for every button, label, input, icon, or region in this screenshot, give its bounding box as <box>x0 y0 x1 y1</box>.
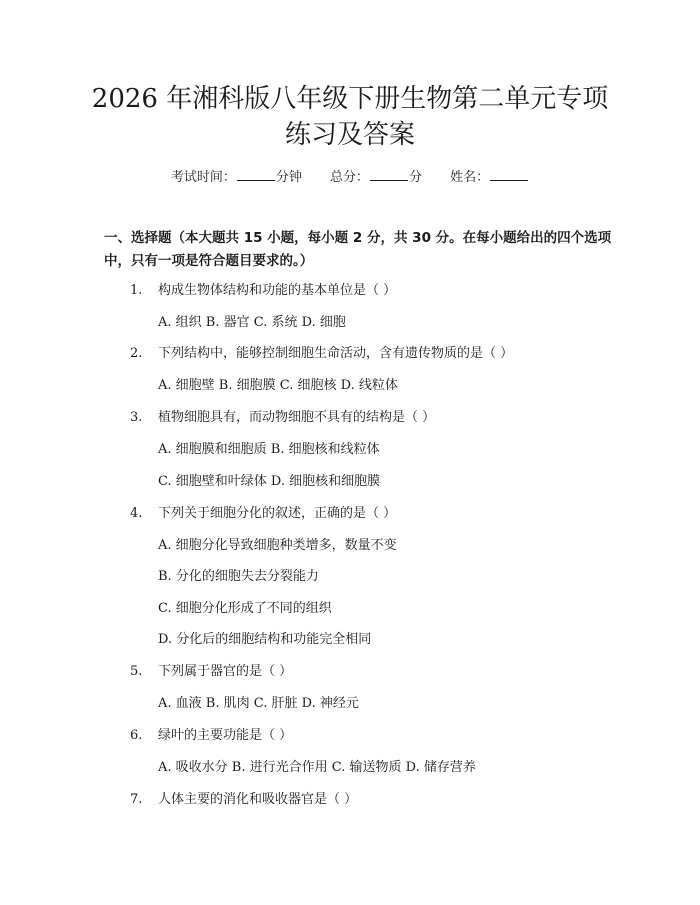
question-text: 下列关于细胞分化的叙述，正确的是（ ） <box>158 506 397 521</box>
question-number: 7. <box>130 792 143 807</box>
name-label: 姓名： <box>450 170 490 185</box>
page-title: 2026 年湘科版八年级下册生物第二单元专项 <box>91 84 609 114</box>
question-3-options-row2: C. 细胞壁和叶绿体 D. 细胞核和细胞膜 <box>158 474 381 489</box>
question-7 <box>130 790 357 810</box>
exam-meta <box>0 167 700 188</box>
question-4-option-d: D. 分化后的细胞结构和功能完全相同 <box>158 632 372 647</box>
question-2-options: A. 细胞壁 B. 细胞膜 C. 细胞核 D. 线粒体 <box>158 378 398 393</box>
question-number: 5. <box>130 664 143 679</box>
exam-time <box>171 167 302 188</box>
student-name <box>450 167 529 188</box>
time-unit: 分钟 <box>275 170 302 185</box>
question-5 <box>130 662 292 682</box>
question-text: 绿叶的主要功能是（ ） <box>158 728 293 743</box>
question-text: 构成生物体结构和功能的基本单位是（ ） <box>158 283 397 298</box>
question-6-options: A. 吸收水分 B. 进行光合作用 C. 输送物质 D. 储存营养 <box>158 760 476 775</box>
question-1 <box>130 281 396 301</box>
question-text: 植物细胞具有，而动物细胞不具有的结构是（ ） <box>158 410 436 425</box>
question-number: 2. <box>130 346 143 361</box>
question-number: 3. <box>130 410 143 425</box>
question-6 <box>130 726 292 746</box>
question-text: 下列结构中，能够控制细胞生命活动，含有遗传物质的是（ ） <box>158 346 514 361</box>
question-3-options-row1: A. 细胞膜和细胞质 B. 细胞核和线粒体 <box>158 442 380 457</box>
question-1-options: A. 组织 B. 器官 C. 系统 D. 细胞 <box>158 315 346 330</box>
score-unit: 分 <box>409 170 423 185</box>
section-heading: 一、选择题（本大题共 15 小题，每小题 2 分，共 30 分。在每小题给出的四个选项中，只有一项是符合题目要求的。） <box>104 230 612 269</box>
score-blank <box>370 167 408 181</box>
name-blank <box>490 167 528 181</box>
time-label: 考试时间： <box>170 170 236 185</box>
question-4-option-a: A. 细胞分化导致细胞种类增多，数量不变 <box>158 538 397 553</box>
question-number: 1. <box>130 283 143 298</box>
question-number: 4. <box>130 506 143 521</box>
question-text: 人体主要的消化和吸收器官是（ ） <box>158 792 358 807</box>
question-3 <box>130 408 435 428</box>
score-label: 总分： <box>329 170 369 185</box>
question-4-option-c: C. 细胞分化形成了不同的组织 <box>158 601 332 616</box>
question-5-options: A. 血液 B. 肌肉 C. 肝脏 D. 神经元 <box>158 696 359 711</box>
total-score <box>330 167 422 188</box>
time-blank <box>237 167 275 181</box>
question-4-option-b: B. 分化的细胞失去分裂能力 <box>158 569 319 584</box>
question-text: 下列属于器官的是（ ） <box>158 664 293 679</box>
question-number: 6. <box>130 728 143 743</box>
question-2 <box>130 344 513 364</box>
question-4 <box>130 504 396 524</box>
page-title-line2: 练习及答案 <box>284 120 415 150</box>
